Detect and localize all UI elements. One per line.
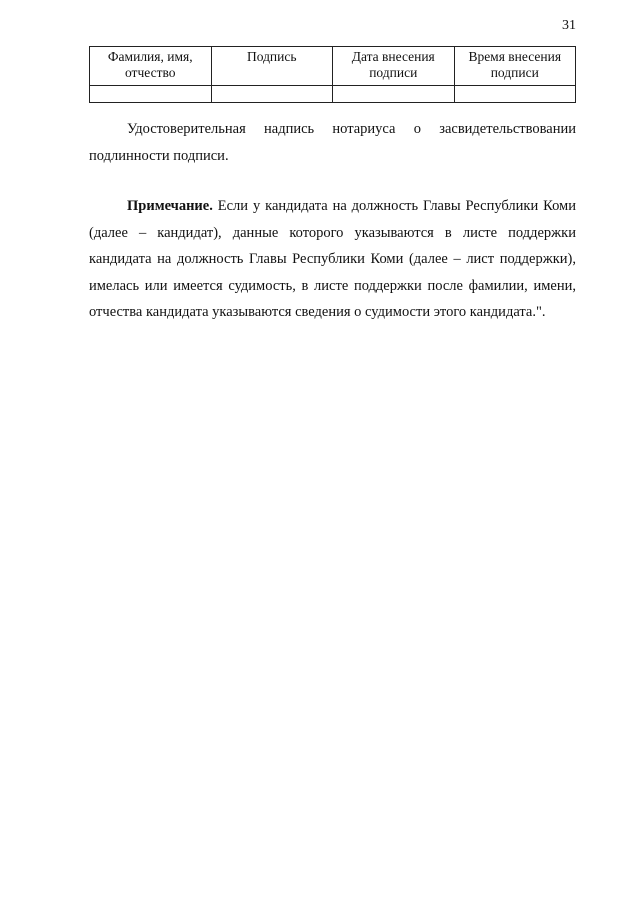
certification-text: Удостоверительная надпись нотариуса о засвидетельствовании подлинности подписи. [89,121,576,164]
note-label: Примечание. [127,198,213,214]
cell-signature-date [333,86,455,103]
table-row [90,86,576,103]
header-signature-date: Дата внесения подписи [333,47,455,86]
header-signature: Подпись [211,47,333,86]
signature-table [89,46,576,103]
header-full-name: Фамилия, имя, отчество [90,47,212,86]
note-text: Если у кандидата на должность Главы Республики Коми (далее – кандидат), данные которого указываются в листе поддержки кандидата на должность Главы Республики Коми (далее – лист поддержки), имелась или имеется судимость, в листе поддержки после фамилии, имени, отчества кандидата указываются сведения о судимости этого кандидата.". [89,198,576,320]
table-header-row [90,47,576,86]
header-signature-time: Время внесения подписи [454,47,576,86]
note-paragraph [89,193,576,326]
cell-signature [211,86,333,103]
certification-paragraph [89,116,576,169]
cell-full-name [90,86,212,103]
cell-signature-time [454,86,576,103]
page-number: 31 [562,18,576,33]
